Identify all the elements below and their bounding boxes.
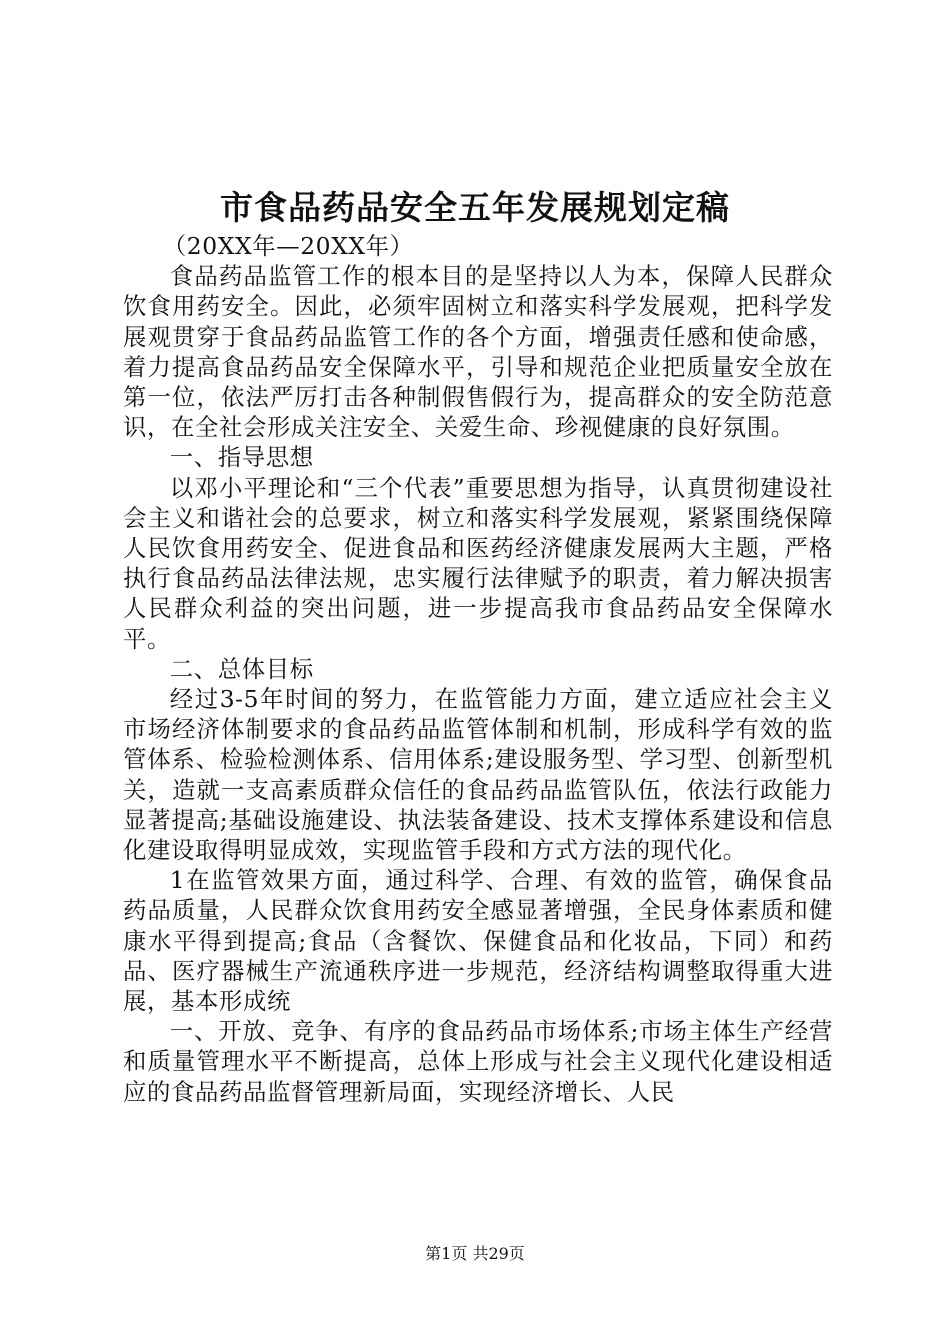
page-number-footer: 第1页 共29页	[425, 1244, 525, 1263]
paragraph-intro: 食品药品监管工作的根本目的是坚持以人为本，保障人民群众饮食用药安全。因此，必须牢固树立和落实科学发展观，把科学发展观贯穿于食品药品监管工作的各个方面，增强责任感和使命感，着力提高食品药品安全保障水平，引导和规范企业把质量安全放在第一位，依法严厉打击各种制假售假行为，提高群众的安全防范意识，在全社会形成关注安全、关爱生命、珍视健康的良好氛围。	[123, 262, 833, 442]
date-range-subtitle: （20XX年—20XX年）	[162, 232, 414, 260]
paragraph-market-system: 一、开放、竞争、有序的食品药品市场体系;市场主体生产经营和质量管理水平不断提高，总体上形成与社会主义现代化建设相适应的食品药品监督管理新局面，实现经济增长、人民	[123, 1017, 833, 1106]
section-heading-guiding-ideology: 一、指导思想	[169, 443, 314, 472]
paragraph-supervision-effect: 1在监管效果方面，通过科学、合理、有效的监管，确保食品药品质量，人民群众饮食用药安全感显著增强，全民身体素质和健康水平得到提高;食品（含餐饮、保健食品和化妆品，下同）和药品、医疗器械生产流通秩序进一步规范，经济结构调整取得重大进展，基本形成统	[123, 866, 833, 1016]
section-heading-overall-goals: 二、总体目标	[169, 654, 314, 683]
paragraph-overall-goals: 经过3-5年时间的努力，在监管能力方面，建立适应社会主义市场经济体制要求的食品药品监管体制和机制，形成科学有效的监管体系、检验检测体系、信用体系;建设服务型、学习型、创新型机关，造就一支高素质群众信任的食品药品监管队伍，依法行政能力显著提高;基础设施建设、执法装备建设、技术支撑体系建设和信息化建设取得明显成效，实现监管手段和方式方法的现代化。	[123, 685, 833, 865]
paragraph-guiding-ideology: 以邓小平理论和“三个代表”重要思想为指导，认真贯彻建设社会主义和谐社会的总要求，树立和落实科学发展观，紧紧围绕保障人民饮食用药安全、促进食品和医药经济健康发展两大主题，严格执行食品药品法律法规，忠实履行法律赋予的职责，着力解决损害人民群众利益的突出问题，进一步提高我市食品药品安全保障水平。	[123, 473, 833, 653]
page-title: 市食品药品安全五年发展规划定稿	[220, 188, 730, 227]
document-body	[123, 231, 833, 1107]
